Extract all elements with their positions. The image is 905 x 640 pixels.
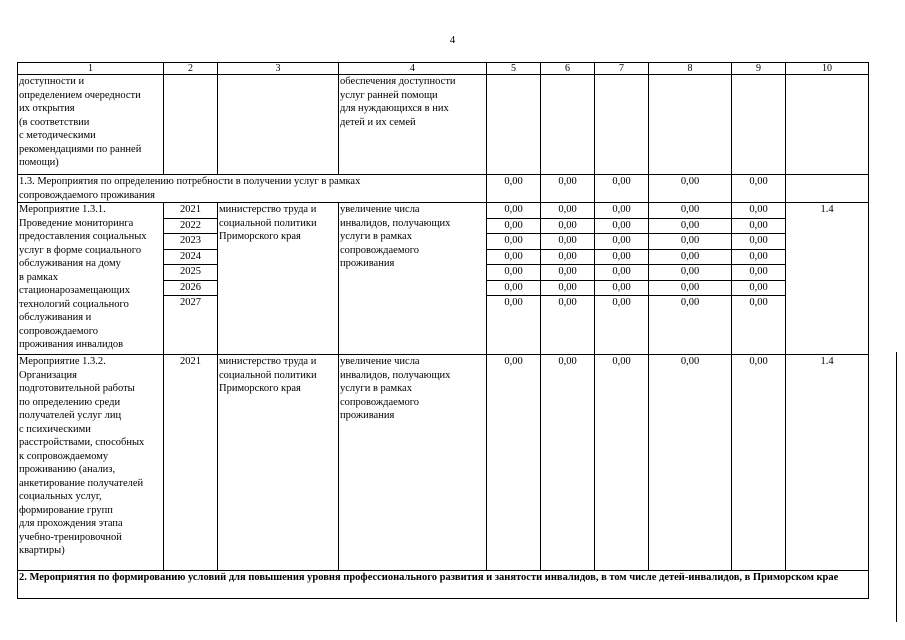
reference-cell: 1.4 xyxy=(786,203,869,355)
section-1-3-row xyxy=(18,175,869,203)
year-value: 2023 xyxy=(164,234,217,250)
value-cell: 0,00 xyxy=(487,355,541,571)
value: 0,00 xyxy=(487,281,540,297)
values-cell xyxy=(541,203,595,355)
values-cell xyxy=(649,203,732,355)
column-number: 6 xyxy=(541,63,595,75)
value: 0,00 xyxy=(732,203,785,219)
executor-cell: министерство труда и социальной политики Приморского края xyxy=(218,355,339,571)
margin-rule xyxy=(896,352,897,622)
value-cell: 0,00 xyxy=(595,175,649,203)
value: 0,00 xyxy=(649,234,731,250)
continuation-row xyxy=(18,75,869,175)
activity-1-3-2-row xyxy=(18,355,869,571)
value-cell: 0,00 xyxy=(649,355,732,571)
value-cell: 0,00 xyxy=(541,175,595,203)
result-cell: обеспечения доступности услуг ранней помощи для нуждающихся в них детей и их семей xyxy=(339,75,487,175)
value: 0,00 xyxy=(732,219,785,235)
value: 0,00 xyxy=(541,281,594,297)
value: 0,00 xyxy=(541,250,594,266)
year-value: 2021 xyxy=(164,203,217,219)
value: 0,00 xyxy=(649,250,731,266)
year-value: 2027 xyxy=(180,297,201,308)
values-cell xyxy=(732,203,786,355)
value: 0,00 xyxy=(649,281,731,297)
reference-cell: 1.4 xyxy=(786,355,869,571)
value: 0,00 xyxy=(541,265,594,281)
section-2-row xyxy=(18,571,869,599)
column-number: 9 xyxy=(732,63,786,75)
value: 0,00 xyxy=(595,281,648,297)
value: 0,00 xyxy=(732,265,785,281)
result-cell: увеличение числа инвалидов, получающих услуги в рамках сопровождаемого проживания xyxy=(339,203,487,355)
values-cell xyxy=(595,203,649,355)
value: 0,00 xyxy=(541,219,594,235)
value: 0,00 xyxy=(595,234,648,250)
value: 0,00 xyxy=(558,297,577,308)
value-cell: 0,00 xyxy=(732,355,786,571)
value: 0,00 xyxy=(504,297,523,308)
value: 0,00 xyxy=(487,234,540,250)
value: 0,00 xyxy=(595,250,648,266)
activity-1-3-1-row xyxy=(18,203,869,355)
column-number: 8 xyxy=(649,63,732,75)
activity-name-cell: Мероприятие 1.3.2. Организация подготовительной работы по определению среди получателей услуг лиц с психическими расстройствами, способных к сопровождаемому проживанию (анализ, анкетирование получателей социальных услуг, формирование групп для прохождения этапа учебно-тренировочной квартиры) xyxy=(18,355,164,571)
section-title: 1.3. Мероприятия по определению потребности в получении услуг в рамках сопровождаемого проживания xyxy=(18,175,487,203)
value: 0,00 xyxy=(487,219,540,235)
value-cell: 0,00 xyxy=(732,175,786,203)
value: 0,00 xyxy=(541,234,594,250)
column-number: 2 xyxy=(164,63,218,75)
column-number: 3 xyxy=(218,63,339,75)
value: 0,00 xyxy=(541,203,594,219)
value: 0,00 xyxy=(749,297,768,308)
activity-name-cell: доступности и определением очередности их открытия (в соответствии с методическими рекомендациями по ранней помощи) xyxy=(18,75,164,175)
value: 0,00 xyxy=(595,265,648,281)
value: 0,00 xyxy=(649,203,731,219)
value-cell: 0,00 xyxy=(487,175,541,203)
year-value: 2022 xyxy=(164,219,217,235)
year-value: 2026 xyxy=(164,281,217,297)
section-title: 2. Мероприятия по формированию условий для повышения уровня профессионального развития и занятости инвалидов, в том числе детей-инвалидов, в Приморском крае xyxy=(18,571,869,599)
value-cell: 0,00 xyxy=(541,355,595,571)
value-cell: 0,00 xyxy=(649,175,732,203)
executor-cell: министерство труда и социальной политики Приморского края xyxy=(218,203,339,355)
value: 0,00 xyxy=(732,250,785,266)
program-activities-table xyxy=(17,62,869,599)
value: 0,00 xyxy=(595,219,648,235)
value: 0,00 xyxy=(649,265,731,281)
value: 0,00 xyxy=(732,234,785,250)
values-cell xyxy=(487,203,541,355)
value-cell: 0,00 xyxy=(595,355,649,571)
activity-name-cell: Мероприятие 1.3.1. Проведение мониторинга предоставления социальных услуг в форме социального обслуживания на дому в рамках стационарозамещающих технологий социального обслуживания и сопровождаемого проживания инвалидов xyxy=(18,203,164,355)
value: 0,00 xyxy=(612,297,631,308)
value: 0,00 xyxy=(595,203,648,219)
column-number-row xyxy=(18,63,869,75)
value: 0,00 xyxy=(487,265,540,281)
column-number: 10 xyxy=(786,63,869,75)
value: 0,00 xyxy=(680,297,700,308)
page-number: 4 xyxy=(449,34,456,46)
years-cell xyxy=(164,203,218,355)
result-cell: увеличение числа инвалидов, получающих услуги в рамках сопровождаемого проживания xyxy=(339,355,487,571)
year-value: 2024 xyxy=(164,250,217,266)
value: 0,00 xyxy=(732,281,785,297)
column-number: 4 xyxy=(339,63,487,75)
column-number: 7 xyxy=(595,63,649,75)
value: 0,00 xyxy=(487,203,540,219)
value: 0,00 xyxy=(649,219,731,235)
year-value: 2025 xyxy=(164,265,217,281)
column-number: 1 xyxy=(18,63,164,75)
year-cell: 2021 xyxy=(164,355,218,571)
value: 0,00 xyxy=(487,250,540,266)
column-number: 5 xyxy=(487,63,541,75)
